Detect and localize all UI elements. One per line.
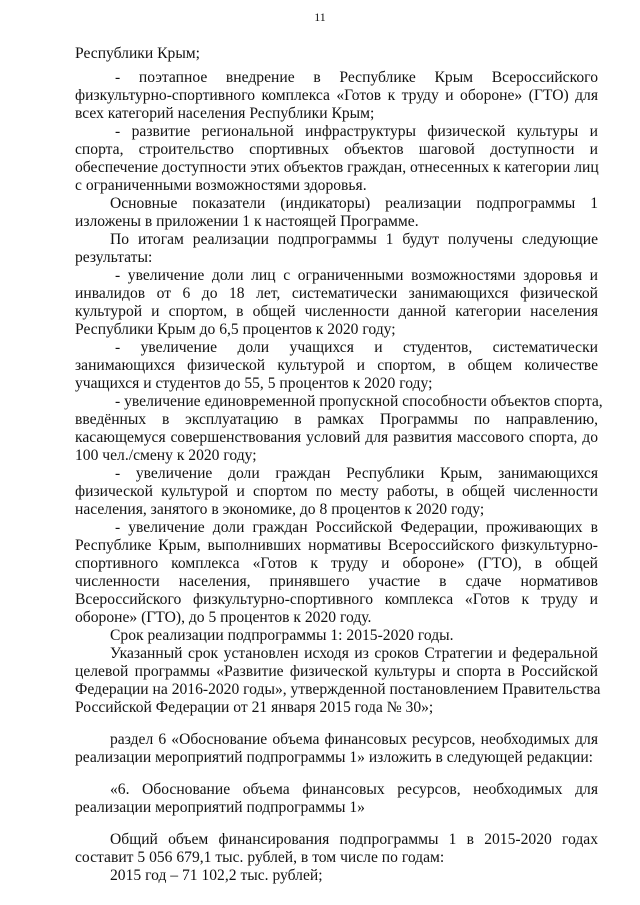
- text-line: спорта, строительство спортивных объектов шаговой доступности и: [75, 141, 598, 158]
- text-line: - увеличение единовременной пропускной способности объектов спорта,: [115, 393, 603, 410]
- text-line: - увеличение доли учащихся и студентов, систематически: [115, 339, 598, 356]
- text-line: обороне» (ГТО), до 5 процентов к 2020 году.: [75, 609, 372, 626]
- text-line: инвалидов от 6 до 18 лет, систематически занимающихся физической: [75, 285, 598, 302]
- text-line: Федерации на 2016-2020 годы», утвержденной постановлением Правительства: [75, 681, 601, 698]
- text-line: физической культурой и спортом по месту работы, в общей численности: [75, 483, 598, 500]
- page-number: 11: [314, 10, 326, 24]
- text-line: физкультурно-спортивного комплекса «Готов к труду и обороне» (ГТО) для: [75, 87, 598, 104]
- text-line: введённых в эксплуатацию в рамках Программы по направлению,: [75, 411, 598, 428]
- text-line: - развитие региональной инфраструктуры физической культуры и: [115, 123, 598, 140]
- text-line: 100 чел./смену к 2020 году;: [75, 447, 257, 464]
- text-line: занимающихся физической культурой и спортом, в общем количестве: [75, 357, 598, 374]
- text-line: спортивного комплекса «Готов к труду и обороне» (ГТО), в общей: [75, 555, 598, 572]
- text-line: Всероссийского физкультурно-спортивного комплекса «Готов к труду и: [75, 591, 598, 608]
- text-line: реализации мероприятий подпрограммы 1» изложить в следующей редакции:: [75, 749, 594, 766]
- text-line: изложены в приложении 1 к настоящей Программе.: [75, 213, 419, 230]
- text-line: - увеличение доли лиц с ограниченными возможностями здоровья и: [115, 267, 598, 284]
- text-line: результаты:: [75, 249, 153, 266]
- text-line: раздел 6 «Обоснование объема финансовых ресурсов, необходимых для: [110, 731, 598, 748]
- text-line: всех категорий населения Республики Крым;: [75, 105, 375, 122]
- text-line: реализации мероприятий подпрограммы 1»: [75, 799, 365, 816]
- text-line: Республики Крым до 6,5 процентов к 2020 году;: [75, 321, 396, 338]
- text-line: населения, занятого в экономике, до 8 процентов к 2020 году;: [75, 501, 485, 518]
- text-line: Республике Крым, выполнивших нормативы Всероссийского физкультурно-: [75, 537, 598, 554]
- text-line: 2015 год – 71 102,2 тыс. рублей;: [110, 867, 323, 884]
- text-line: «6. Обоснование объема финансовых ресурсов, необходимых для: [110, 781, 598, 798]
- text-line: По итогам реализации подпрограммы 1 будут получены следующие: [110, 231, 598, 248]
- text-line: Республики Крым;: [75, 45, 201, 62]
- text-line: численности населения, принявшего участие в сдаче нормативов: [75, 573, 598, 590]
- text-line: составит 5 056 679,1 тыс. рублей, в том числе по годам:: [75, 849, 445, 866]
- text-line: Основные показатели (индикаторы) реализации подпрограммы 1: [110, 195, 598, 212]
- text-line: учащихся и студентов до 55, 5 процентов к 2020 году;: [75, 375, 433, 392]
- text-line: - поэтапное внедрение в Республике Крым Всероссийского: [115, 69, 598, 86]
- text-line: с ограниченными возможностями здоровья.: [75, 177, 367, 194]
- text-line: Срок реализации подпрограммы 1: 2015-2020 годы.: [110, 627, 454, 644]
- text-line: целевой программы «Развитие физической культуры и спорта в Российской: [75, 663, 598, 680]
- text-line: Указанный срок установлен исходя из сроков Стратегии и федеральной: [110, 645, 598, 662]
- text-line: касающемуся совершенствования условий для развития массового спорта, до: [75, 429, 598, 446]
- text-line: Общий объем финансирования подпрограммы 1 в 2015-2020 годах: [110, 831, 598, 848]
- text-line: - увеличение доли граждан Республики Крым, занимающихся: [115, 465, 598, 482]
- text-line: обеспечение доступности этих объектов граждан, отнесенных к категории лиц: [75, 159, 599, 176]
- text-line: культурой и спортом, в общей численности данной категории населения: [75, 303, 598, 320]
- text-line: Российской Федерации от 21 января 2015 года № 30»;: [75, 699, 434, 716]
- text-line: - увеличение доли граждан Российской Федерации, проживающих в: [115, 519, 598, 536]
